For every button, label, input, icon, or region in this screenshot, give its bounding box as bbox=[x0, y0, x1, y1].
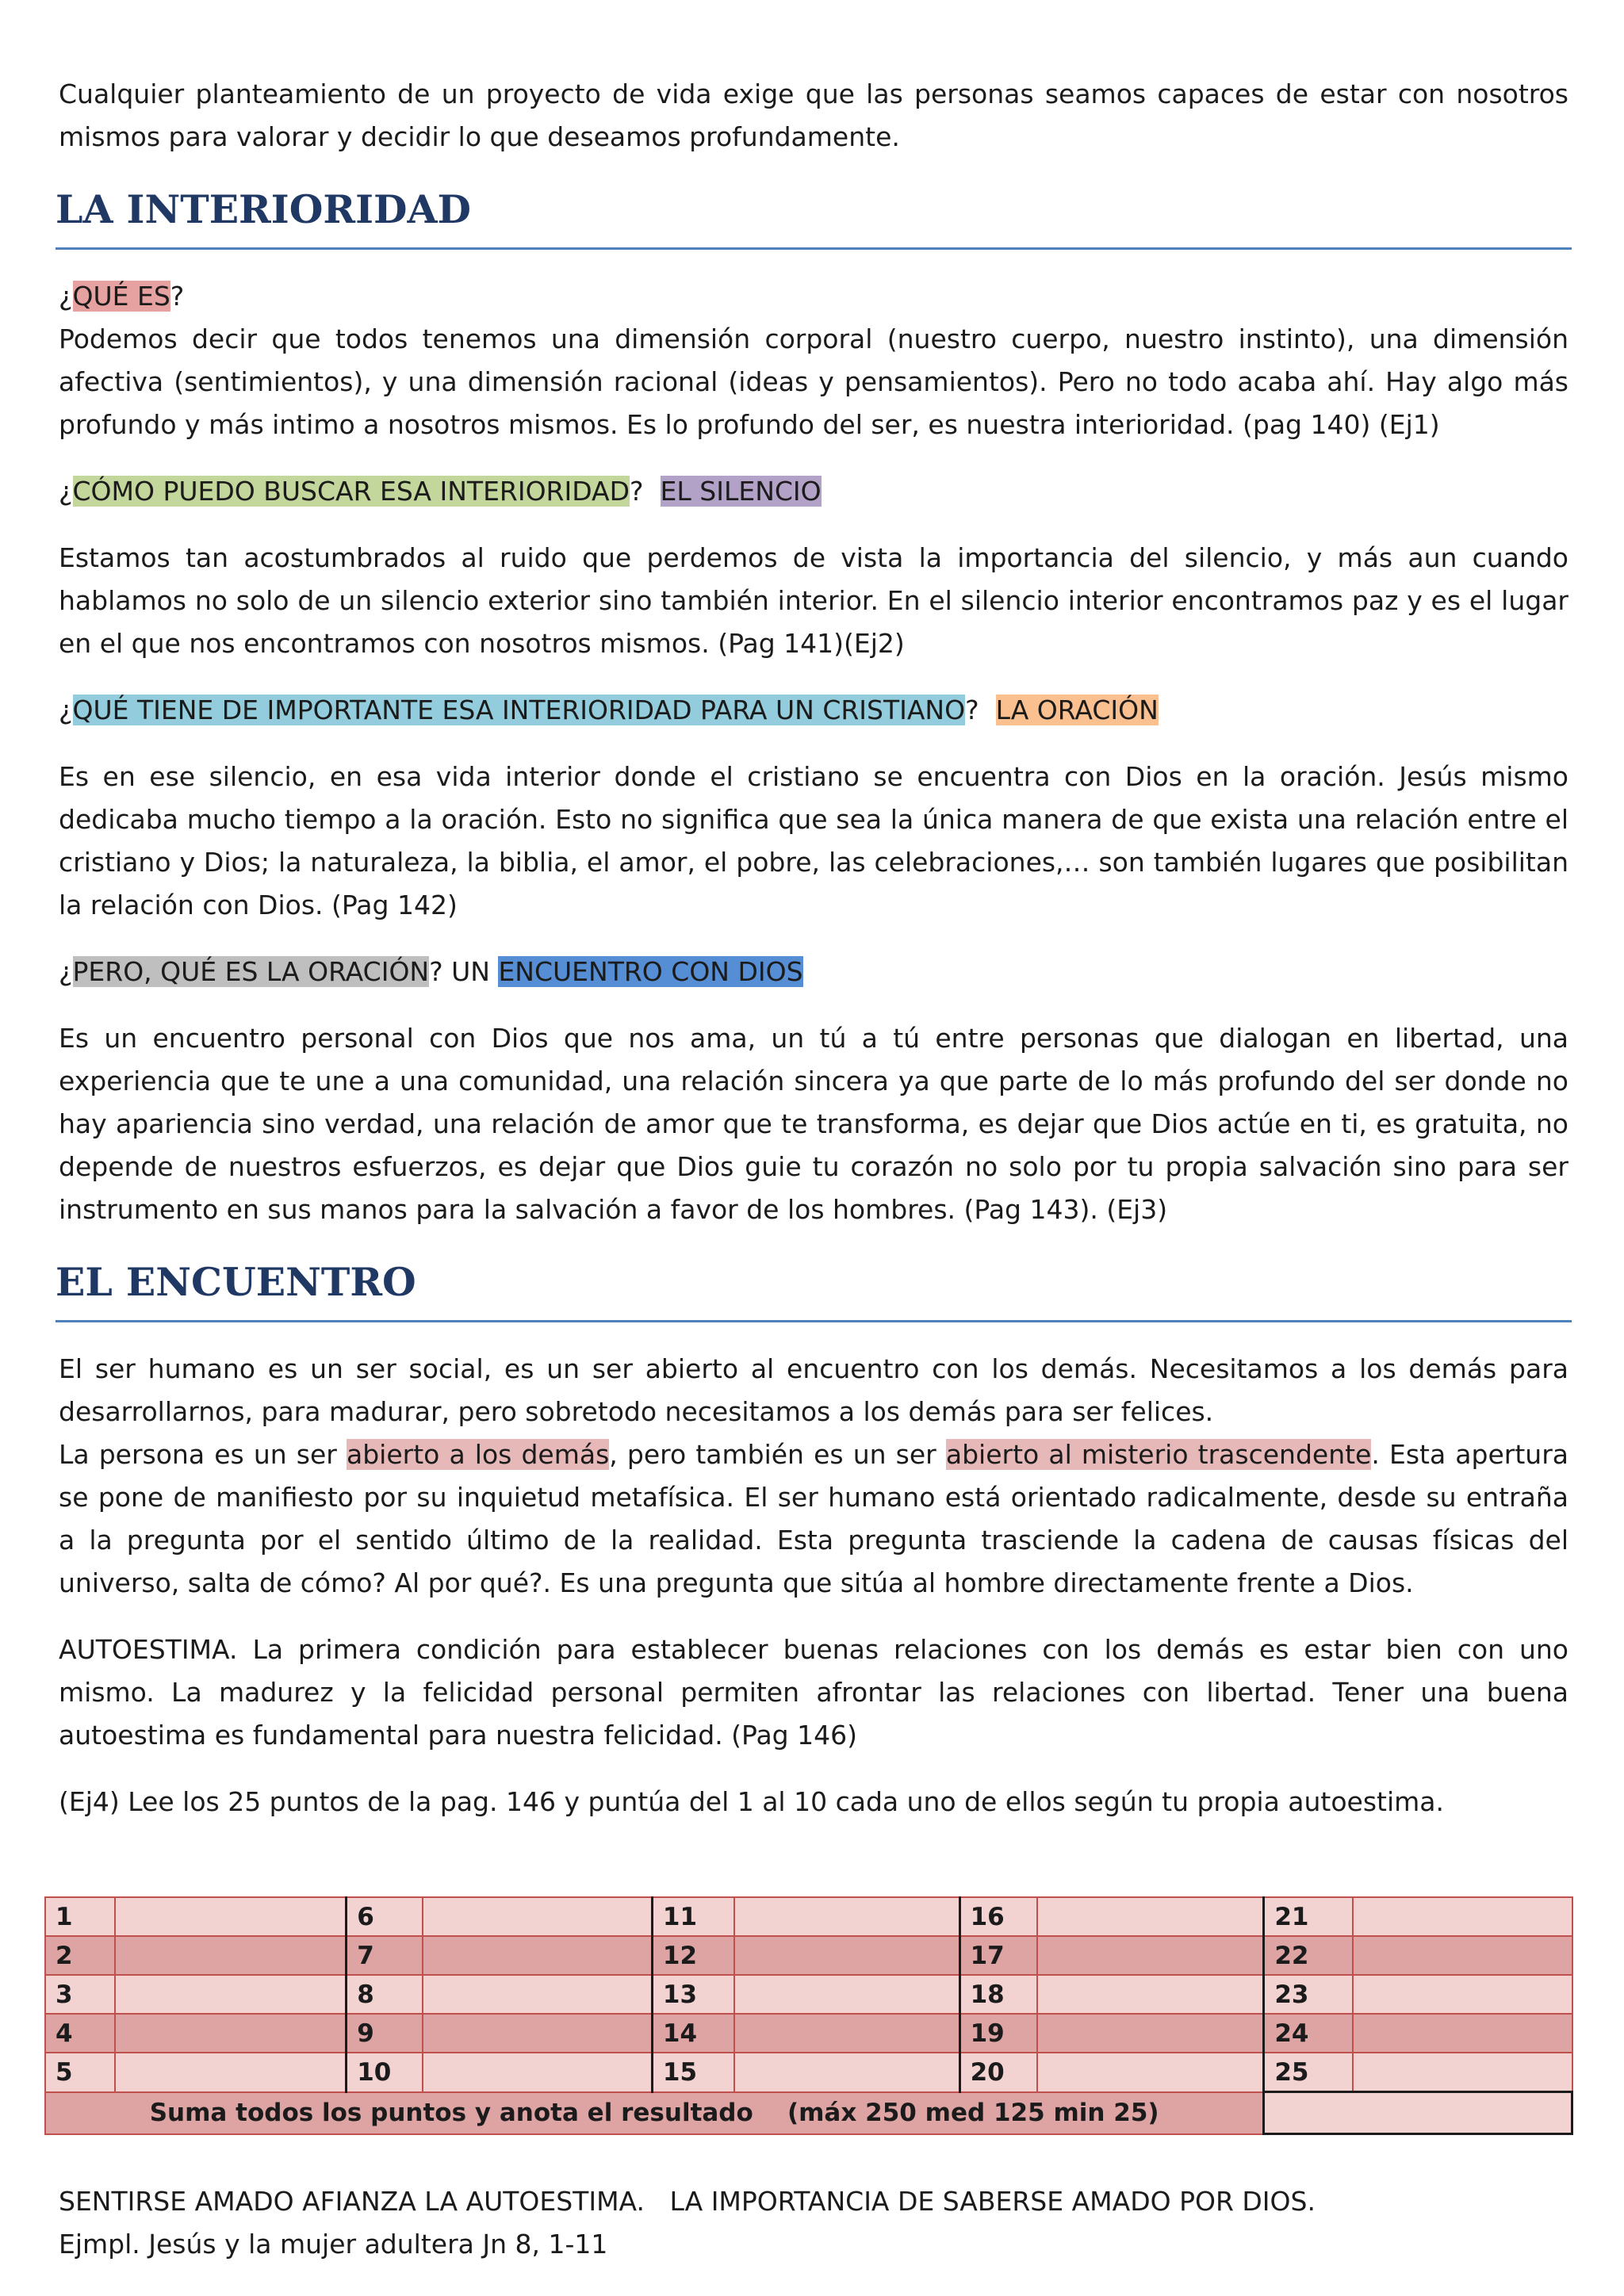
score-cell[interactable] bbox=[115, 2014, 347, 2053]
score-cell[interactable] bbox=[734, 1936, 959, 1975]
table-row bbox=[45, 1897, 1572, 1936]
table-row bbox=[45, 2014, 1572, 2053]
score-cell[interactable] bbox=[1353, 1897, 1572, 1936]
question-mark: ? UN bbox=[429, 956, 499, 987]
point-number: 3 bbox=[45, 1975, 115, 2014]
score-cell[interactable] bbox=[1353, 1936, 1572, 1975]
point-number: 24 bbox=[1264, 2014, 1353, 2053]
highlight-el-silencio: EL SILENCIO bbox=[660, 476, 822, 507]
paragraph-silencio: Estamos tan acostumbrados al ruido que perdemos de vista la importancia del silencio, y más aun cuando hablamos no solo de un silencio exterior sino también interior. En el silencio interior encontramos paz y es el lugar en el que nos encontramos con nosotros mismos. (Pag 141)(Ej2) bbox=[59, 542, 1568, 659]
point-number: 19 bbox=[959, 2014, 1037, 2053]
point-number: 15 bbox=[652, 2053, 734, 2092]
highlight-encuentro-con-dios: ENCUENTRO CON DIOS bbox=[498, 956, 803, 987]
sum-label: Suma todos los puntos y anota el resultado (máx 250 med 125 min 25) bbox=[45, 2092, 1264, 2134]
score-cell[interactable] bbox=[734, 1975, 959, 2014]
table-row bbox=[45, 1936, 1572, 1975]
score-cell[interactable] bbox=[1037, 1936, 1264, 1975]
question-mark: ? bbox=[170, 281, 185, 312]
sum-row bbox=[45, 2092, 1572, 2134]
question-mark: ¿ bbox=[59, 281, 73, 312]
score-cell[interactable] bbox=[115, 2053, 347, 2092]
intro-paragraph: Cualquier planteamiento de un proyecto de vida exige que las personas seamos capaces de estar con nosotros mismos para valorar y decidir lo que deseamos profundamente. bbox=[59, 78, 1568, 152]
paragraph-autoestima: AUTOESTIMA. La primera condición para establecer buenas relaciones con los demás es estar bien con uno mismo. La madurez y la felicidad personal permiten afrontar las relaciones con libertad. Tener una buena autoestima es fundamental para nuestra felicidad. (Pag 146) bbox=[59, 1634, 1568, 1751]
point-number: 4 bbox=[45, 2014, 115, 2053]
score-cell[interactable] bbox=[423, 1975, 653, 2014]
question-mark: ¿ bbox=[59, 476, 73, 507]
point-number: 7 bbox=[347, 1936, 423, 1975]
footer-notes bbox=[59, 2180, 1568, 2266]
score-cell[interactable] bbox=[115, 1936, 347, 1975]
document-body bbox=[56, 73, 1568, 1823]
point-number: 5 bbox=[45, 2053, 115, 2092]
point-number: 25 bbox=[1264, 2053, 1353, 2092]
point-number: 16 bbox=[959, 1897, 1037, 1936]
point-number: 2 bbox=[45, 1936, 115, 1975]
paragraph-apertura bbox=[59, 1433, 1568, 1605]
paragraph-ser-social: El ser humano es un ser social, es un ser abierto al encuentro con los demás. Necesitamos a los demás para desarrollarnos, para madurar, pero sobretodo necesitamos a los demás para ser felices. bbox=[59, 1353, 1568, 1427]
point-number: 17 bbox=[959, 1936, 1037, 1975]
highlight-abierto-demas: abierto a los demás bbox=[346, 1439, 610, 1470]
text-run: La persona es un ser bbox=[59, 1439, 347, 1470]
score-cell[interactable] bbox=[1037, 2053, 1264, 2092]
text-run: . Esta apertura se pone de manifiesto por su inquietud metafísica. El ser humano está orientado radicalmente, desde su entraña a la pregunta por el sentido último de la realidad. Esta pregunta trasciende la cadena de causas físicas del universo, salta de cómo? Al por qué?. Es una pregunta que sitúa al hombre directamente frente a Dios. bbox=[59, 1439, 1568, 1598]
score-cell[interactable] bbox=[423, 1897, 653, 1936]
highlight-la-oracion: LA ORACIÓN bbox=[995, 695, 1159, 725]
table-row bbox=[45, 1975, 1572, 2014]
section-heading-interioridad: LA INTERIORIDAD bbox=[56, 184, 1572, 250]
point-number: 12 bbox=[652, 1936, 734, 1975]
question-como-buscar bbox=[59, 470, 1568, 513]
highlight-abierto-misterio: abierto al misterio trascendente bbox=[945, 1439, 1372, 1470]
footer-line-ejemplo: Ejmpl. Jesús y la mujer adultera Jn 8, 1-11 bbox=[59, 2229, 608, 2260]
score-cell[interactable] bbox=[115, 1897, 347, 1936]
paragraph-oracion: Es en ese silencio, en esa vida interior donde el cristiano se encuentra con Dios en la oración. Jesús mismo dedicaba mucho tiempo a la oración. Esto no significa que sea la única manera de que exista una relación entre el cristiano y Dios; la naturaleza, la biblia, el amor, el pobre, las celebraciones,… son también lugares que posibilitan la relación con Dios. (Pag 142) bbox=[59, 761, 1568, 920]
question-mark: ? bbox=[965, 695, 996, 725]
score-cell[interactable] bbox=[1353, 1975, 1572, 2014]
text-run: , pero también es un ser bbox=[609, 1439, 946, 1470]
question-que-es-oracion bbox=[59, 951, 1568, 993]
section-heading-encuentro: EL ENCUENTRO bbox=[56, 1257, 1572, 1322]
score-cell[interactable] bbox=[1037, 1897, 1264, 1936]
score-cell[interactable] bbox=[1353, 2014, 1572, 2053]
question-mark: ¿ bbox=[59, 956, 73, 987]
autoestima-score-table bbox=[44, 1896, 1573, 2135]
score-cell[interactable] bbox=[423, 1936, 653, 1975]
point-number: 22 bbox=[1264, 1936, 1353, 1975]
score-cell[interactable] bbox=[115, 1975, 347, 2014]
question-mark: ? bbox=[630, 476, 661, 507]
score-cell[interactable] bbox=[734, 2014, 959, 2053]
point-number: 10 bbox=[347, 2053, 423, 2092]
score-cell[interactable] bbox=[1353, 2053, 1572, 2092]
point-number: 20 bbox=[959, 2053, 1037, 2092]
point-number: 8 bbox=[347, 1975, 423, 2014]
point-number: 23 bbox=[1264, 1975, 1353, 2014]
paragraph-encuentro-personal: Es un encuentro personal con Dios que nos ama, un tú a tú entre personas que dialogan en libertad, una experiencia que te une a una comunidad, una relación sincera ya que parte de lo más profundo del ser donde no hay apariencia sino verdad, una relación de amor que te transforma, es dejar que Dios actúe en ti, es gratuita, no depende de nuestros esfuerzos, es dejar que Dios guie tu corazón no solo por tu propia salvación sino para ser instrumento en sus manos para la salvación a favor de los hombres. (Pag 143). (Ej3) bbox=[59, 1023, 1568, 1225]
score-cell[interactable] bbox=[1037, 2014, 1264, 2053]
highlight-que-es: QUÉ ES bbox=[72, 281, 170, 312]
score-cell[interactable] bbox=[423, 2053, 653, 2092]
score-cell[interactable] bbox=[734, 2053, 959, 2092]
point-number: 11 bbox=[652, 1897, 734, 1936]
table-row bbox=[45, 2053, 1572, 2092]
question-importancia bbox=[59, 689, 1568, 732]
score-cell[interactable] bbox=[423, 2014, 653, 2053]
point-number: 14 bbox=[652, 2014, 734, 2053]
question-que-es bbox=[59, 275, 1568, 318]
point-number: 9 bbox=[347, 2014, 423, 2053]
point-number: 6 bbox=[347, 1897, 423, 1936]
highlight-que-es-oracion: PERO, QUÉ ES LA ORACIÓN bbox=[72, 956, 430, 987]
point-number: 13 bbox=[652, 1975, 734, 2014]
point-number: 1 bbox=[45, 1897, 115, 1936]
highlight-como-buscar: CÓMO PUEDO BUSCAR ESA INTERIORIDAD bbox=[72, 476, 630, 507]
footer-line-autoestima: SENTIRSE AMADO AFIANZA LA AUTOESTIMA. LA IMPORTANCIA DE SABERSE AMADO POR DIOS. bbox=[59, 2186, 1316, 2217]
paragraph-ejercicio-4: (Ej4) Lee los 25 puntos de la pag. 146 y puntúa del 1 al 10 cada uno de ellos según tu propia autoestima. bbox=[59, 1786, 1445, 1817]
score-cell[interactable] bbox=[734, 1897, 959, 1936]
point-number: 18 bbox=[959, 1975, 1037, 2014]
point-number: 21 bbox=[1264, 1897, 1353, 1936]
paragraph-dimensiones: Podemos decir que todos tenemos una dimensión corporal (nuestro cuerpo, nuestro instinto), una dimensión afectiva (sentimientos), y una dimensión racional (ideas y pensamientos). Pero no todo acaba ahí. Hay algo más profundo y más intimo a nosotros mismos. Es lo profundo del ser, es nuestra interioridad. (pag 140) (Ej1) bbox=[59, 323, 1568, 440]
sum-result-cell[interactable] bbox=[1264, 2092, 1572, 2134]
score-cell[interactable] bbox=[1037, 1975, 1264, 2014]
highlight-importancia: QUÉ TIENE DE IMPORTANTE ESA INTERIORIDAD PARA UN CRISTIANO bbox=[72, 695, 966, 725]
question-mark: ¿ bbox=[59, 695, 73, 725]
